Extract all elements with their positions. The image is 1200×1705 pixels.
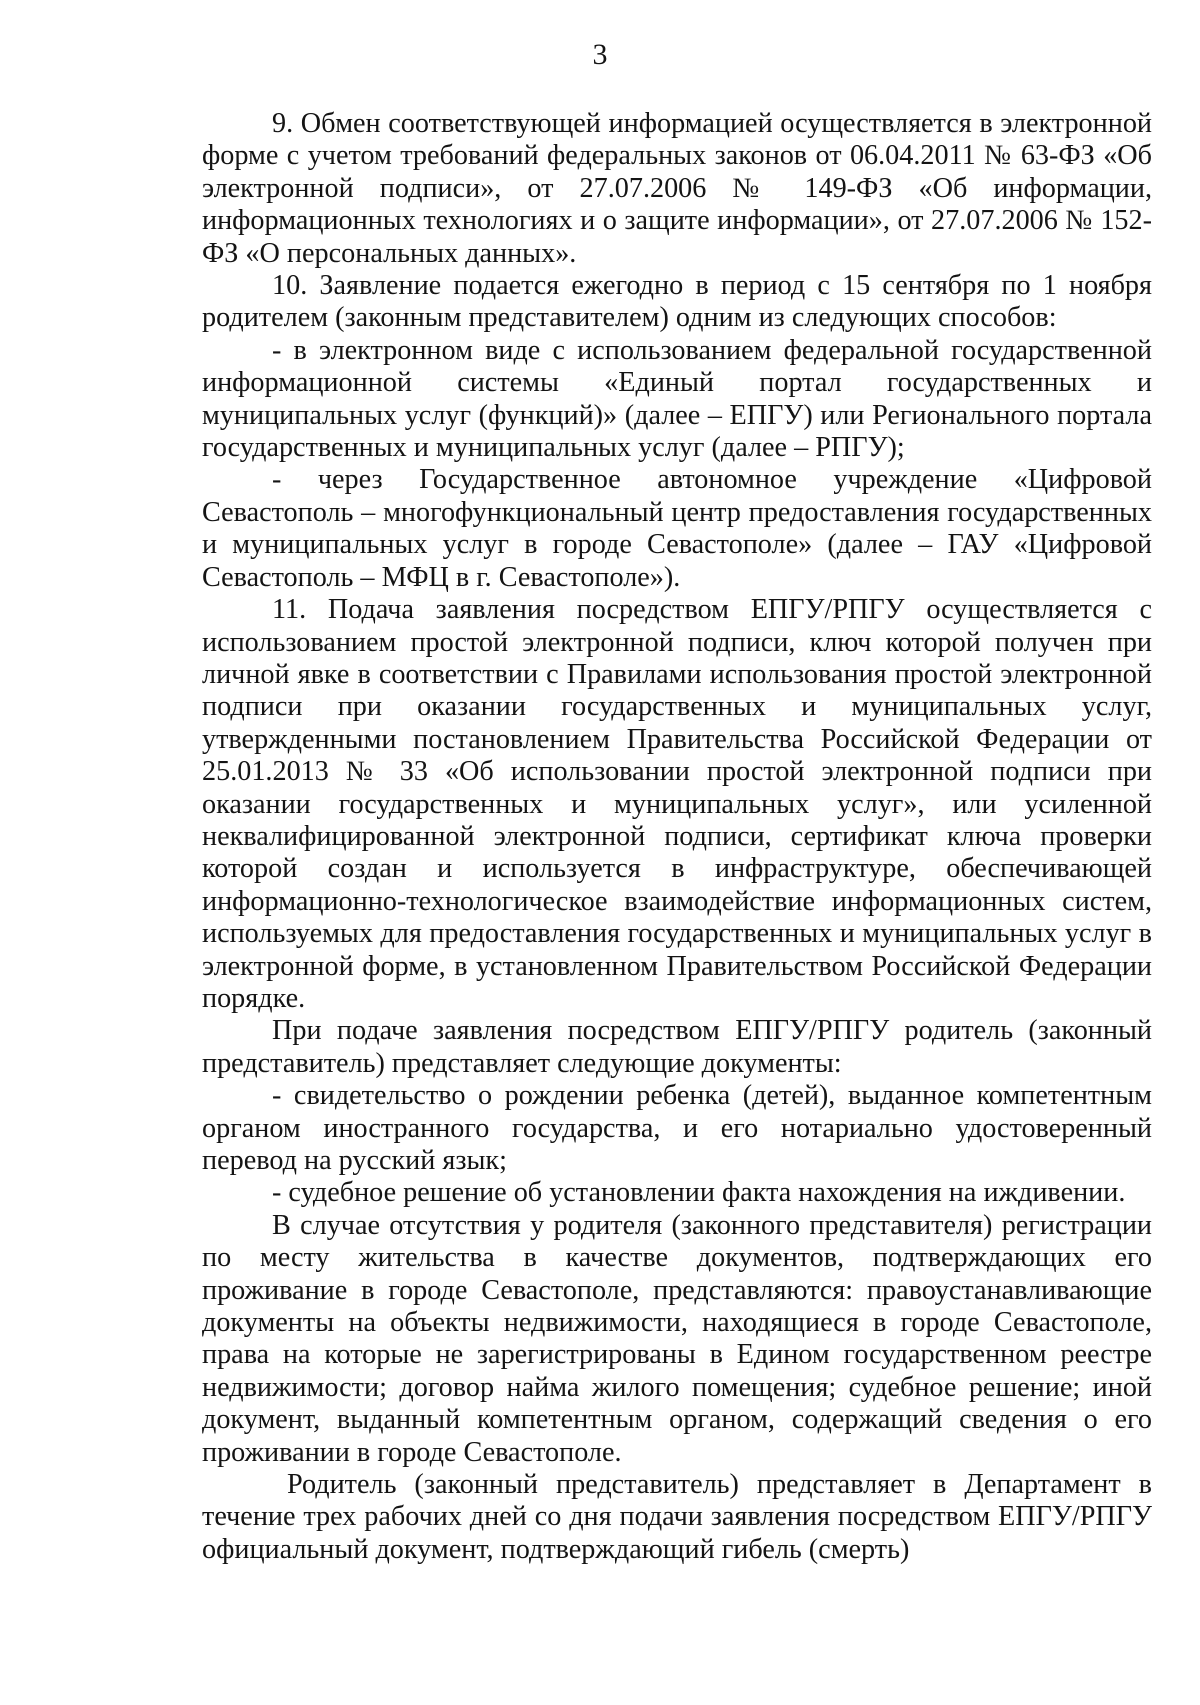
list-item-epgu: - в электронном виде с использованием федеральной государственной информационной системы «Единый портал государственных и муниципальных услуг (функций)» (далее – ЕПГУ) или Регионального портала государственных и муниципальных услуг (далее – РПГУ);	[202, 334, 1152, 464]
paragraph-no-registration: В случае отсутствия у родителя (законного представителя) регистрации по месту жительства в качестве документов, подтверждающих его проживание в городе Севастополе, представляются: правоустанавливающие документы на объекты недвижимости, находящиеся в городе Севастополе, права на которые не зарегистрированы в Едином государственном реестре недвижимости; договор найма жилого помещения; судебное решение; иной документ, выданный компетентным органом, содержащий сведения о его проживании в городе Севастополе.	[202, 1209, 1152, 1468]
paragraph-9: 9. Обмен соответствующей информацией осуществляется в электронной форме с учетом требований федеральных законов от 06.04.2011 № 63-ФЗ «Об электронной подписи», от 27.07.2006 № 149-ФЗ «Об информации, информационных технологиях и о защите информации», от 27.07.2006 № 152-ФЗ «О персональных данных».	[202, 108, 1152, 269]
list-item-court-decision: - судебное решение об установлении факта нахождения на иждивении.	[272, 1177, 1126, 1209]
list-item-mfc: - через Государственное автономное учреждение «Цифровой Севастополь – многофункциональный центр предоставления государственных и муниципальных услуг в городе Севастополе» (далее – ГАУ «Цифровой Севастополь – МФЦ в г. Севастополе»).	[202, 464, 1152, 593]
document-body	[202, 108, 1152, 1566]
paragraph-11: 11. Подача заявления посредством ЕПГУ/РПГУ осуществляется с использованием простой электронной подписи, ключ которой получен при личной явке в соответствии с Правилами использования простой электронной подписи при оказании государственных и муниципальных услуг, утвержденными постановлением Правительства Российской Федерации от 25.01.2013 № 33 «Об использовании простой электронной подписи при оказании государственных и муниципальных услуг», или усиленной неквалифицированной электронной подписи, сертификат ключа проверки которой создан и используется в инфраструктуре, обеспечивающей информационно-технологическое взаимодействие информационных систем, используемых для предоставления государственных и муниципальных услуг в электронной форме, в установленном Правительством Российской Федерации порядке.	[202, 594, 1152, 1014]
paragraph-documents-intro: При подаче заявления посредством ЕПГУ/РПГУ родитель (законный представитель) представляет следующие документы:	[202, 1015, 1152, 1079]
paragraph-10: 10. Заявление подается ежегодно в период с 15 сентября по 1 ноября родителем (законным представителем) одним из следующих способов:	[202, 270, 1152, 334]
page-number: 3	[592, 38, 608, 71]
list-item-birth-certificate: - свидетельство о рождении ребенка (детей), выданное компетентным органом иностранного государства, и его нотариально удостоверенный перевод на русский язык;	[202, 1080, 1152, 1176]
paragraph-department: Родитель (законный представитель) представляет в Департамент в течение трех рабочих дней со дня подачи заявления посредством ЕПГУ/РПГУ официальный документ, подтверждающий гибель (смерть)	[202, 1469, 1152, 1565]
